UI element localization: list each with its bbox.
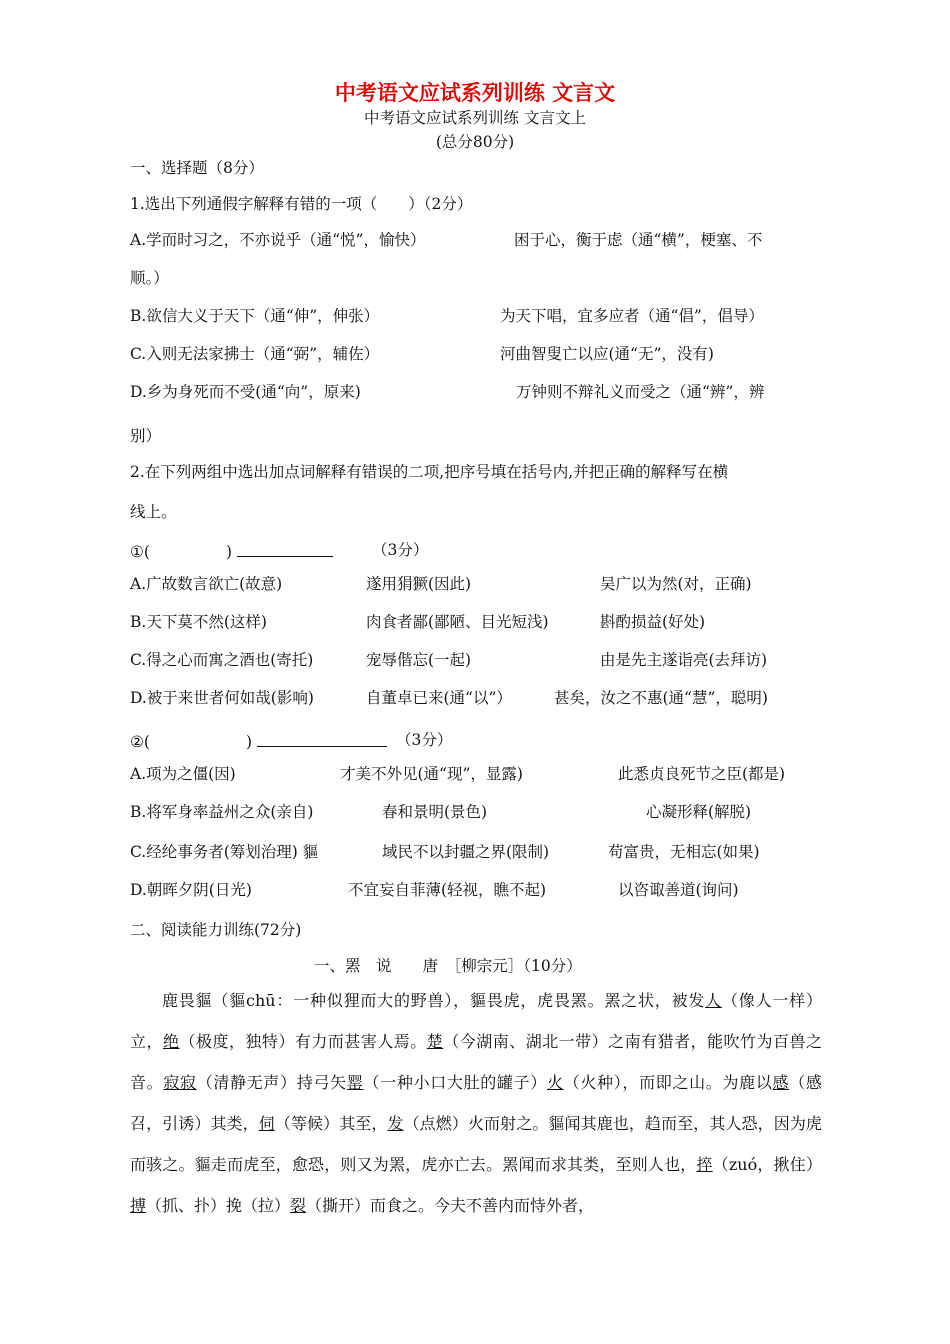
group-1-answer-line: [130, 540, 333, 562]
g1-option-c-1: C.得之心而寓之酒也(寄托): [130, 651, 314, 669]
group-1-paren-open: ①(: [130, 543, 150, 561]
g2-option-c-2: 域民不以封疆之界(限制): [382, 843, 550, 861]
glossed-word: 搏: [130, 1196, 147, 1215]
passage-text: （zuó，揪住）: [712, 1155, 822, 1174]
passage-text: （火种），而即之山。为鹿以: [563, 1073, 773, 1092]
q1-option-d-continued: 别）: [130, 427, 162, 445]
g1-option-b-3: 斟酌损益(好处): [600, 613, 706, 631]
g1-option-d-2: 自董卓已来(通“以”）: [366, 689, 512, 707]
passage-text: （点燃）火而射之。貙闻其鹿也，趋而至，其人恐，因为虎而骇之。貙走而虎至，愈恐，则又为罴，虎亦亡去。罴闻而求其类，至则人也，: [130, 1114, 822, 1174]
glossed-word: 裂: [290, 1196, 307, 1215]
glossed-word: 捽: [696, 1155, 713, 1174]
g2-option-a-1: A.项为之僵(因): [130, 765, 236, 783]
passage-title: 一、罴 说 唐 ［柳宗元］（10分）: [314, 957, 582, 975]
passage-text: （清静无声）持弓矢: [196, 1073, 347, 1092]
g2-option-b-3: 心凝形释(解脱): [646, 803, 752, 821]
passage-text: （极度，独特）有力而甚害人焉。: [179, 1032, 427, 1051]
g2-option-c-1: C.经纶事务者(筹划治理) 貙: [130, 843, 319, 861]
g2-option-c-3: 苟富贵，无相忘(如果): [608, 843, 760, 861]
q1-option-a-continued: 顺。）: [130, 269, 169, 287]
document-subtitle: 中考语文应试系列训练 文言文上: [364, 109, 586, 127]
g1-option-a-3: 吴广以为然(对，正确): [600, 575, 752, 593]
glossed-word: 绝: [162, 1032, 180, 1051]
q1-option-b-right: 为天下唱，宜多应者（通“倡”，倡导）: [500, 307, 764, 325]
glossed-word: 寂寂: [163, 1073, 197, 1092]
glossed-word: 罂: [346, 1073, 364, 1092]
g2-option-b-2: 春和景明(景色): [382, 803, 488, 821]
g1-option-a-1: A.广故数言欲亡(故意): [130, 575, 283, 593]
question-1-stem: 1.选出下列通假字解释有错的一项（ ）（2分）: [130, 195, 473, 213]
q1-option-d-left: D.乡为身死而不受(通“向”，原来): [130, 383, 361, 401]
passage-body: [130, 980, 822, 1226]
total-score: (总分80分): [435, 133, 515, 151]
question-2-stem-line1: 2.在下列两组中选出加点词解释有错误的二项,把序号填在括号内,并把正确的解释写在横: [130, 463, 729, 481]
g1-option-d-3: 甚矣，汝之不惠(通“慧”，聪明): [554, 689, 768, 707]
glossed-word: 伺: [258, 1114, 275, 1133]
passage-text: （抓、扑）挽（拉）: [146, 1196, 291, 1215]
group-1-score: （3分）: [372, 541, 429, 559]
g2-option-d-3: 以咨诹善道(询问): [618, 881, 739, 899]
group-2-score: （3分）: [396, 731, 453, 749]
glossed-word: 人: [705, 991, 722, 1010]
group-2-blank-line[interactable]: [257, 730, 387, 747]
passage-text: 鹿畏貙（貙chū：一种似狸而大的野兽），貙畏虎，虎畏罴。罴之状，被发: [162, 991, 706, 1010]
g1-option-c-3: 由是先主遂诣亮(去拜访): [600, 651, 768, 669]
q1-option-c-right: 河曲智叟亡以应(通“无”，没有): [500, 345, 714, 363]
passage-text: （像人一样）立，: [130, 991, 822, 1051]
g2-option-d-1: D.朝晖夕阴(日光): [130, 881, 252, 899]
g2-option-d-2: 不宜妄自菲薄(轻视，瞧不起): [348, 881, 547, 899]
section-heading-choice: 一、选择题（8分）: [130, 159, 264, 177]
section-heading-reading: 二、阅读能力训练(72分): [130, 921, 302, 939]
q1-option-d-right: 万钟则不辩礼义而受之（通“辨”，辨: [516, 383, 765, 401]
passage-text: （撕开）而食之。今夫不善内而恃外者，: [306, 1196, 595, 1215]
document-title: 中考语文应试系列训练 文言文: [334, 80, 616, 105]
question-2-stem-line2: 线上。: [130, 503, 177, 521]
glossed-word: 楚: [426, 1032, 444, 1051]
q1-option-a-left: A.学而时习之，不亦说乎（通“悦”，愉快）: [130, 231, 426, 249]
g2-option-b-1: B.将军身率益州之众(亲自): [130, 803, 314, 821]
g1-option-b-2: 肉食者鄙(鄙陋、目光短浅): [366, 613, 549, 631]
group-2-paren-open: ②(: [130, 733, 150, 751]
passage-text: （今湖南、湖北一带）之南有猎者，能吹竹为百兽之音。: [130, 1032, 822, 1092]
g2-option-a-3: 此悉贞良死节之臣(都是): [618, 765, 786, 783]
group-1-paren-close: ): [225, 543, 233, 561]
g1-option-b-1: B.天下莫不然(这样): [130, 613, 267, 631]
passage-text: （感召，引诱）其类，: [130, 1073, 822, 1133]
q1-option-b-left: B.欲信大义于天下（通“伸”，伸张）: [130, 307, 380, 325]
glossed-word: 火: [547, 1073, 564, 1092]
g1-option-d-1: D.被于来世者何如哉(影响): [130, 689, 314, 707]
g2-option-a-2: 才美不外见(通“现”，显露): [340, 765, 523, 783]
group-2-paren-close: ): [245, 733, 253, 751]
glossed-word: 发: [387, 1114, 404, 1133]
passage-text: （等候）其至，: [274, 1114, 388, 1133]
g1-option-c-2: 宠辱偕忘(一起): [366, 651, 472, 669]
passage-text: （一种小口大肚的罐子）: [363, 1073, 548, 1092]
q1-option-a-right: 困于心，衡于虑（通“横”，梗塞、不: [514, 231, 763, 249]
group-1-blank-line[interactable]: [237, 540, 333, 557]
glossed-word: 感: [772, 1073, 790, 1092]
g1-option-a-2: 遂用狷獗(因此): [366, 575, 472, 593]
group-2-answer-line: [130, 730, 387, 752]
q1-option-c-left: C.入则无法家拂士（通“弼”，辅佐）: [130, 345, 380, 363]
